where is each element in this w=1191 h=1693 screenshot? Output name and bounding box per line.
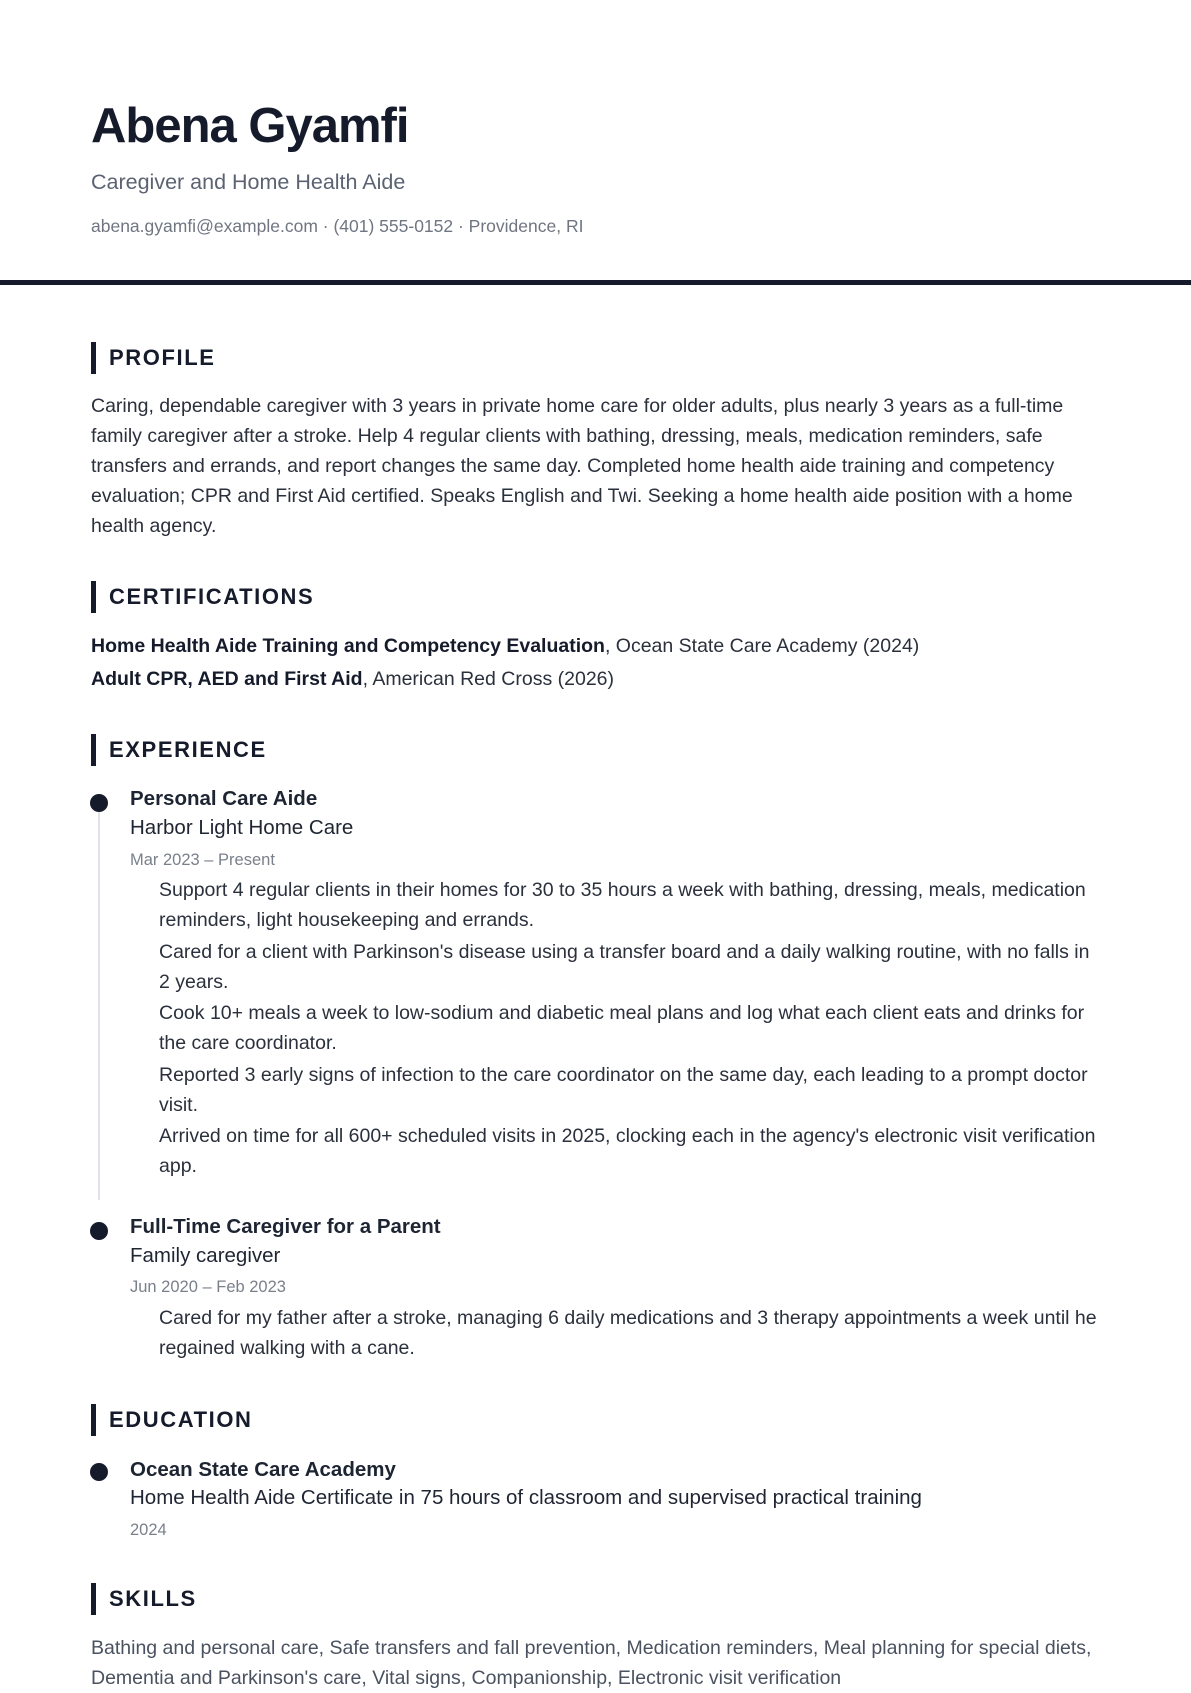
header-divider (0, 280, 1191, 285)
job-dates: Mar 2023 – Present (130, 851, 275, 869)
education-year: 2024 (130, 1521, 167, 1539)
timeline-dot (90, 794, 108, 812)
job-bullet: Support 4 regular clients in their homes for 30 to 35 hours a week with bathing, dressing, meals, medication reminders, light housekeeping and errands. (159, 879, 1086, 931)
experience-heading: EXPERIENCE (91, 734, 267, 766)
certifications-heading: CERTIFICATIONS (91, 581, 314, 613)
job-bullet: Cared for my father after a stroke, managing 6 daily medications and 3 therapy appointments a week until he regained walking with a cane. (159, 1307, 1097, 1359)
certification-name: Adult CPR, AED and First Aid (91, 668, 363, 690)
resume-header (0, 0, 1191, 284)
timeline-dot (90, 1463, 108, 1481)
job-organization: Family caregiver (130, 1244, 281, 1267)
certification-item (91, 664, 614, 694)
profile-heading: PROFILE (91, 342, 216, 374)
job-bullet: Reported 3 early signs of infection to the care coordinator on the same day, each leading to a prompt doctor visit. (159, 1064, 1088, 1116)
certification-item (91, 631, 919, 661)
timeline-line (98, 812, 100, 1200)
job-organization: Harbor Light Home Care (130, 816, 354, 839)
profile-text: Caring, dependable caregiver with 3 years in private home care for older adults, plus nearly 3 years as a full-time family caregiver after a stroke. Help 4 regular clients with bathing, dressing, meals, medication reminders, safe transfers and errands, and report changes the same day. Completed home health aide training and competency evaluation; CPR and First Aid certified. Speaks English and Twi. Seeking a home health aide position with a home health agency. (91, 395, 1073, 537)
contact-line: abena.gyamfi@example.com · (401) 555-0152 · Providence, RI (91, 216, 584, 236)
timeline-dot (90, 1222, 108, 1240)
education-heading: EDUCATION (91, 1404, 253, 1436)
job-bullet: Cared for a client with Parkinson's disease using a transfer board and a daily walking routine, with no falls in 2 years. (159, 941, 1090, 993)
job-title: Full-Time Caregiver for a Parent (130, 1215, 441, 1238)
skills-heading: SKILLS (91, 1583, 197, 1615)
certification-name: Home Health Aide Training and Competency Evaluation (91, 635, 605, 657)
skills-text: Bathing and personal care, Safe transfers and fall prevention, Medication reminders, Meal planning for special diets, Dementia and Parkinson's care, Vital signs, Companionship, Electronic visit verification (91, 1637, 1092, 1689)
job-bullet: Cook 10+ meals a week to low-sodium and diabetic meal plans and log what each client eats and drinks for the care coordinator. (159, 1002, 1085, 1054)
certification-detail: , Ocean State Care Academy (2024) (604, 635, 920, 657)
candidate-role: Caregiver and Home Health Aide (91, 170, 406, 194)
education-school: Ocean State Care Academy (130, 1458, 396, 1481)
certification-detail: , American Red Cross (2026) (362, 668, 614, 690)
job-bullet: Arrived on time for all 600+ scheduled visits in 2025, clocking each in the agency's electronic visit verification app. (159, 1125, 1096, 1177)
job-dates: Jun 2020 – Feb 2023 (130, 1278, 286, 1296)
education-program: Home Health Aide Certificate in 75 hours of classroom and supervised practical training (130, 1486, 922, 1509)
job-title: Personal Care Aide (130, 787, 318, 810)
candidate-name: Abena Gyamfi (91, 99, 409, 153)
